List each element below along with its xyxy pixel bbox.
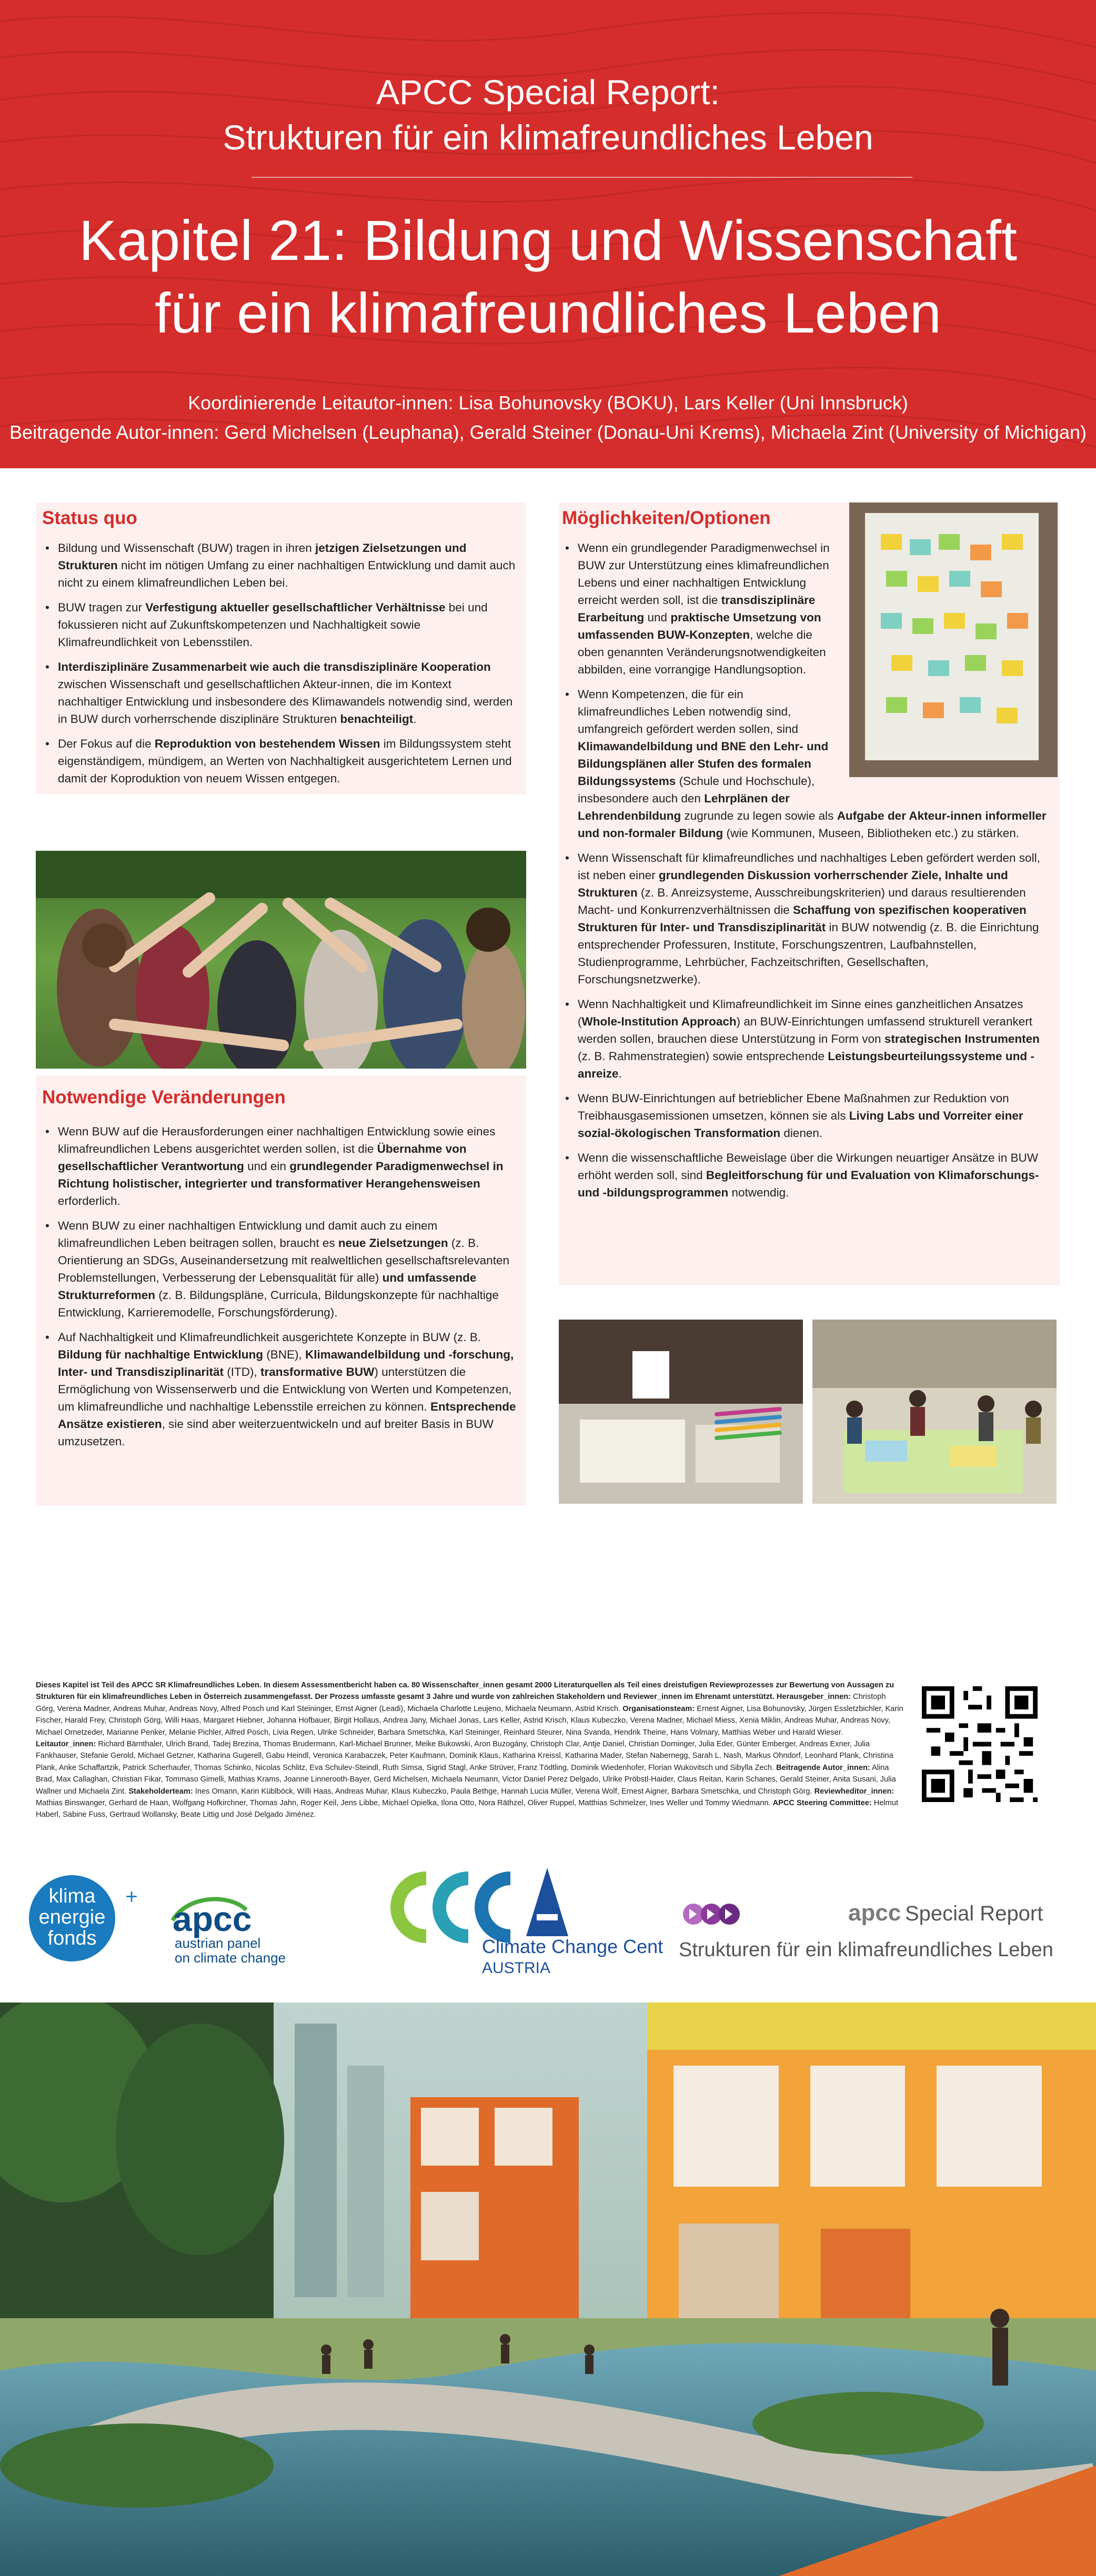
sr-special-report: Special Report [905, 1902, 1043, 1925]
authors [0, 388, 1096, 447]
bold-run: Klimawandelbildung und -forschung, Inter- und Transdisziplinarität [58, 1348, 514, 1378]
text-run: erforderlich. [58, 1194, 120, 1208]
ccca-logo[interactable] [368, 1857, 663, 1978]
text-run: (z. B. Bildungspläne, Curricula, Bildungskonzepte für nachhaltige Entwicklung, Karrieremodelle, Forschungsförderung). [58, 1289, 499, 1319]
text-run: , sie sind aber weiterzuentwickeln und auf breiter Basis in BUW umzusetzen. [58, 1417, 494, 1448]
sr-subtitle: Strukturen für ein klimafreundliches Leben [679, 1939, 1053, 1961]
bottom-illustration [0, 2003, 1096, 2576]
notwendige-panel [36, 1075, 526, 1506]
text-run: . [618, 1067, 622, 1080]
qr-code[interactable] [922, 1686, 1038, 1802]
text-run: (z. B. Anreizsysteme, Ausschreibungskriterien) und daraus resultierenden Macht- und Konkurrenzverhältnissen die [578, 886, 1026, 917]
chapter-line-2: für ein klimafreundliches Leben [155, 281, 941, 345]
notwendige-title: Notwendige Veränderungen [42, 1087, 286, 1108]
bold-run: Stakeholderteam: [128, 1787, 193, 1796]
bullet-item [563, 849, 1052, 988]
bullet-item [563, 1149, 1052, 1201]
klima-energie-fonds-logo[interactable] [27, 1867, 148, 1972]
sustainable-city-illustration [0, 2003, 1096, 2576]
text-run: Helmut Haberl, Sabine Fuss, Gertraud Wollansky, Beate Littig und José Delgado Jiménez. [36, 1799, 898, 1819]
text-run: (BNE), [263, 1348, 306, 1361]
text-run: Der Fokus auf die [58, 737, 155, 750]
text-run: Richard Bärnthaler, Ulrich Brand, Tadej Brezina, Thomas Brudermann, Karl-Michael Brunner, Meike Bukowski, Aron Buzogány, Christoph Clar, Antje Daniel, Christian Dorninger, Julia Eder, Günter Emberger, Andreas Exner, Julia Fankhauser, Stefanie Gerold, Michael Getzner, Katharina Gugerell, Gabu Heindl, Veronica Karabaczek, Peter Kaufmann, Dominik Klaus, Katharina Kreissl, Katharina Mader, Stefan Nabernegg, Sarah L. Nash, Markus Ohndorf, Leonhard Plank, Christina Plank, Anke Schaffartzik, Patrick Scherhaufer, Thomas Schinko, Nicolas Schlitz, Eva Schulev-Steindl, Ruth Simsa, Sigrid Stagl, Anke Strüver, Franz Tödtling, Dominik Wiedenhofer, Florian Wukovitsch und Sibylla Zech. [36, 1740, 893, 1772]
text-run: Auf Nachhaltigkeit und Klimafreundlichkeit ausgerichtete Konzepte in BUW (z. B. [58, 1331, 481, 1344]
ccca-sub-1: Climate Change Centre [482, 1936, 663, 1957]
text-run: Wenn Kompetenzen, die für ein klimafreundliches Leben notwendig sind, umfangreich gefördert werden sollen, sind [578, 688, 798, 736]
text-run: ) unterstützen die Ermöglichung von Wissenserwerb und die Entwicklung von Werten und Kompetenzen, um klimafreundliche und nachhaltige Lebensstile erreichen zu können. [58, 1365, 512, 1413]
contributing-authors: Beitragende Autor-innen: Gerd Michelsen (Leuphana), Gerald Steiner (Donau-Uni Krems), Michaela Zint (University of Michigan) [9, 421, 1087, 443]
bullet-item [43, 1329, 517, 1450]
bold-run: transdisziplinäre Erarbeitung [578, 593, 816, 624]
text-run: Wenn ein grundlegender Paradigmenwechsel in BUW zur Unterstützung eines klimafreundlichen Lebens und einer nachhaltigen Entwicklung erreicht werden soll, ist die [578, 541, 830, 607]
text-run: (z. B. Rahmenstrategien) sowie entsprechende [578, 1050, 828, 1063]
bold-run: praktische Umsetzung von umfassenden BUW-Konzepten [578, 611, 821, 641]
text-run: im Bildungssystem steht eigenständigem, mündigem, an Werten von Nachhaltigkeit ausgerichtetem Lernen und damit der Koproduktion von neuem Wissen entgegen. [58, 737, 512, 785]
chapter-title [0, 204, 1096, 349]
bullet-item [563, 1090, 1052, 1142]
text-run: Wenn BUW-Einrichtungen auf betrieblicher Ebene Maßnahmen zur Reduktion von Treibhausgasemissionen umsetzen, können sie als [578, 1092, 1009, 1122]
bold-run: strategischen Instrumenten [884, 1032, 1040, 1045]
moeglichkeiten-title: Möglichkeiten/Optionen [562, 508, 771, 528]
bold-run: Beitragende Autor_innen: [776, 1763, 870, 1772]
bullet-item [43, 539, 517, 591]
bullet-item [43, 1123, 517, 1210]
plus-icon: + [125, 1885, 138, 1908]
text-run: (z. B. Orientierung an SDGs, Auseinandersetzung mit realweltlichen gesellschaftsrelevanten Problemstellungen, Verbesserung der Lebensqualität für alle) [58, 1236, 509, 1284]
bold-run: Begleitforschung für und Evaluation von Klimaforschungs- und -bildungsprogrammen [578, 1169, 1039, 1199]
text-run: Wenn Nachhaltigkeit und Klimafreundlichkeit im Sinne eines ganzheitlichen Ansatzes ( [578, 998, 1023, 1028]
ccca-mark [368, 1857, 663, 1978]
text-run: (Schule und Hochschule), insbesondere auch den [578, 774, 815, 805]
text-run: zugrunde zu legen sowie als [681, 809, 837, 822]
bullet-item [43, 1217, 517, 1321]
sr-apcc-word: apcc [848, 1900, 901, 1926]
bullet-item [43, 599, 517, 651]
text-run: Wenn BUW zu einer nachhaltigen Entwicklung und damit auch zu einem klimafreundlichen Leben beitragen sollen, braucht es [58, 1219, 438, 1250]
text-run: (wie Kommunen, Museen, Bibliotheken etc.) zu stärken. [723, 827, 1019, 840]
klima-line-1: klima [48, 1885, 96, 1907]
apcc-word: apcc [173, 1899, 252, 1938]
text-run: Mathias Binswanger, Gerhard de Haan, Wolfgang Hofkirchner, Thomas Jahn, Roger Keil, Jens Libbe, Michael Opielka, Ilona Otto, Nora Räthzel, Oliver Ruppel, Matthias Schmelzer, Ines Weller und Tommy Wiedmann. [36, 1799, 773, 1808]
bold-run: Bildung für nachhaltige Entwicklung [58, 1348, 264, 1361]
text-run: nicht im nötigen Umfang zu einer nachhaltigen Entwicklung und damit auch nicht zu einem klimafreundlichen Leben bei. [58, 559, 516, 589]
bold-run: Living Labs und Vorreiter einer sozial-ökologischen Transformation [578, 1109, 1023, 1140]
group-exercise-illustration [36, 851, 526, 1069]
chapter-line-1: Kapitel 21: Bildung und Wissenschaft [78, 208, 1018, 272]
bold-run: und umfassende Strukturreformen [58, 1271, 477, 1302]
photo-group-exercise [36, 851, 526, 1069]
status-quo-panel [36, 502, 526, 794]
sticky-notes-illustration [849, 502, 1058, 777]
coordinating-authors: Koordinierende Leitautor-innen: Lisa Bohunovsky (BOKU), Lars Keller (Uni Innsbruck) [188, 392, 908, 414]
text-run: Christoph Görg, Verena Madner, Andreas Muhar, Andreas Novy, Alfred Posch und Karl Steininger, Ernst Aigner (Leadi), Michaela Charlotte Leujeno, Michaela Neumann, Astrid Krisch. [36, 1693, 886, 1713]
bold-run: Schaffung von spezifischen kooperativen Strukturen für Inter- und Transdisziplinarität [578, 903, 1027, 934]
bold-run: Leistungsbeurteilungssysteme und -anreize [578, 1050, 1034, 1080]
bullet-item [563, 995, 1052, 1082]
workshop-table-illustration [559, 1320, 803, 1504]
bold-run: Whole-Institution Approach [581, 1015, 737, 1028]
text-run: Wenn die wissenschaftliche Beweislage über die Wirkungen neuartiger Ansätze in BUW erhöht werden soll, sind [578, 1151, 1039, 1182]
text-run: Alina Brad, Max Callaghan, Christian Fikar, Tommaso Gimelli, Mathias Krams, Joanne Linnerooth-Bayer, Gerd Michelsen, Michaela Neumann, Victor Daniel Perez Delgado, Ulrike Pröbstl-Haider, Claus Reitan, Karin Schanes, Gerald Steiner, Anita Susani, Julia Wallner und Michaela Zint. [36, 1763, 896, 1796]
bold-run: Interdisziplinäre Zusammenarbeit wie auch die transdisziplinäre Kooperation [58, 660, 491, 673]
classroom-illustration [812, 1320, 1057, 1504]
apcc-sub-1: austrian panel [175, 1935, 261, 1951]
bold-run: Reviewheditor_innen: [814, 1787, 894, 1796]
report-footnote [36, 1679, 904, 1821]
bold-run: Klimawandelbildung und BNE den Lehr- und Bildungsplänen aller Stufen des formalen Bildungssystems [578, 740, 829, 788]
apcc-logo[interactable] [167, 1889, 357, 1968]
header-divider [252, 177, 912, 178]
notwendige-list [43, 1123, 517, 1457]
text-run: . [413, 712, 417, 726]
bold-run: APCC Steering Committee: [772, 1799, 872, 1808]
bold-run: Aufgabe der Akteur-innen informeller und non-formaler Bildung [578, 809, 1047, 840]
bold-run: Entsprechende Ansätze existieren [58, 1400, 516, 1431]
bold-run: Verfestigung aktueller gesellschaftlicher Verhältnisse [145, 601, 446, 614]
text-run: Bildung und Wissenschaft (BUW) tragen in ihren [58, 541, 315, 555]
text-run: in BUW notwendig (z. B. die Einrichtung entsprechender Professuren, Institute, Forschungszentren, Laufbahnstellen, Studienprogramme, Lehrbücher, Fachzeitschriften, Gesellschaften, Forschungsnetzwerke). [578, 921, 1039, 986]
bold-run: grundlegender Paradigmenwechsel in Richtung holistischer, integrierter und transformativer Herangehensweisen [58, 1160, 504, 1190]
bold-run: jetzigen Zielsetzungen und Strukturen [58, 541, 467, 572]
bold-run: Übernahme von gesellschaftlicher Verantwortung [58, 1142, 467, 1173]
text-run: bei und fokussieren nicht auf Zukunftskompetenzen und Nachhaltigkeit sowie Klimafreundlichkeit von Lebensstilen. [58, 601, 488, 649]
text-run: Wenn BUW auf die Herausforderungen einer nachhaltigen Entwicklung sowie eines klimafreundlichen Lebens ausgerichtet werden sollen, ist die [58, 1125, 496, 1155]
bold-run: benachteiligt [340, 712, 414, 726]
klima-line-2: energie [38, 1906, 106, 1928]
special-report-logo[interactable] [679, 1888, 1068, 1967]
bold-run: Dieses Kapitel ist Teil des APCC SR Klimafreundliches Leben. In diesem Assessmentbericht haben ca. 80 Wissenschafter_innen gesamt 2000 Literaturquellen als Teil eines dreistufigen Reviewprozesses zur Bewertung von Aussagen zu Strukturen für ein klimafreundliches Leben in Österreich zusammengefasst. Der Prozess umfasste gesamt 3 Jahre und wurde von zahlreichen Stakeholdern und Reviewer_innen im Ehrenamt unterstützt. Herausgeber_innen: [36, 1681, 894, 1702]
series-line-1: APCC Special Report: [376, 73, 720, 112]
apcc-mark [167, 1889, 357, 1968]
text-run: notwendig. [728, 1186, 789, 1199]
text-run: ) an BUW-Einrichtungen umfassend strukturell verankert werden sollen, brauchen diese Unterstützung in Form von [578, 1015, 1032, 1045]
status-quo-title: Status quo [42, 508, 137, 528]
text-run: Ines Omann, Karin Küblböck, Willi Haas, Andreas Muhar, Klaus Kubeczko, Paula Bethge, Hannah Lucia Müller, Verena Wolf, Ernest Aigner, Barbara Smetschka, und Christoph Görg. [193, 1787, 815, 1796]
photo-workshop-table [559, 1320, 803, 1504]
ccca-word: CCCA [368, 1857, 370, 1858]
status-quo-list [43, 539, 517, 794]
special-report-mark [679, 1888, 1068, 1967]
klima-fonds-mark [27, 1867, 148, 1972]
bold-run: transformative BUW [260, 1365, 375, 1378]
text-run: BUW tragen zur [58, 601, 146, 614]
bullet-item [43, 735, 517, 787]
bold-run: neue Zielsetzungen [338, 1236, 448, 1250]
text-run: zwischen Wissenschaft und gesellschaftlichen Akteur-innen, die im Kontext nachhaltiger Entwicklung und insbesondere des Klimawandels notwendig sind, werden in BUW durch vorherrschende disziplinäre Strukturen [58, 678, 513, 726]
text-run: und [644, 611, 671, 624]
text-run: , welche die oben genannten Veränderungsnotwendigkeiten abbilden, eine vorrangige Handlungsoption. [578, 628, 826, 676]
bold-run: Organisationsteam: [622, 1704, 695, 1713]
bold-run: Lehrplänen der Lehrendenbildung [578, 792, 790, 822]
photo-sticky-notes [849, 502, 1058, 777]
header-banner [0, 0, 1096, 468]
ccca-sub-2: AUSTRIA [482, 1959, 551, 1977]
text-run: (ITD), [224, 1365, 261, 1378]
bold-run: Reproduktion von bestehendem Wissen [154, 737, 380, 750]
text-run: Wenn Wissenschaft für klimafreundliches und nachhaltiges Leben gefördert werden soll, ist neben einer [578, 851, 1040, 882]
series-line-2: Strukturen für ein klimafreundliches Leben [223, 118, 873, 157]
text-run: dienen. [780, 1126, 823, 1140]
text-run: Ernest Aigner, Lisa Bohunovsky, Jürgen Essletzbichler, Karin Fischer, Harald Frey, Christoph Görg, Willi Haas, Margaret Hiebner, Johanna Hofbauer, Birgit Hollaus, Andrea Jany, Michael Jonas, Lars Keller, Astrid Krisch, Klaus Kubeczko, Verena Madner, Michael Miess, Xenia Miklin, Andreas Muhar, Andreas Novy, Michael Ornetzeder, Marianne Penker, Melanie Pichler, Alfred Posch, Livia Regen, Ulrike Schneider, Barbara Smetschka, Karl Steininger, Reinhard Steurer, Nina Svanda, Hendrik Theine, Hans Volmary, Matthias Weber und Harald Wieser. [36, 1704, 903, 1737]
qr-code-graphic [922, 1686, 1038, 1802]
klima-line-3: fonds [47, 1927, 97, 1949]
bold-run: Leitautor_innen: [36, 1740, 96, 1749]
photo-classroom [812, 1320, 1057, 1504]
report-series-title [0, 69, 1096, 160]
text-run: und ein [244, 1160, 290, 1173]
apcc-sub-2: on climate change [175, 1950, 286, 1966]
bullet-item [43, 658, 517, 728]
bold-run: grundlegenden Diskussion vorherrschender Ziele, Inhalte und Strukturen [578, 869, 1008, 899]
